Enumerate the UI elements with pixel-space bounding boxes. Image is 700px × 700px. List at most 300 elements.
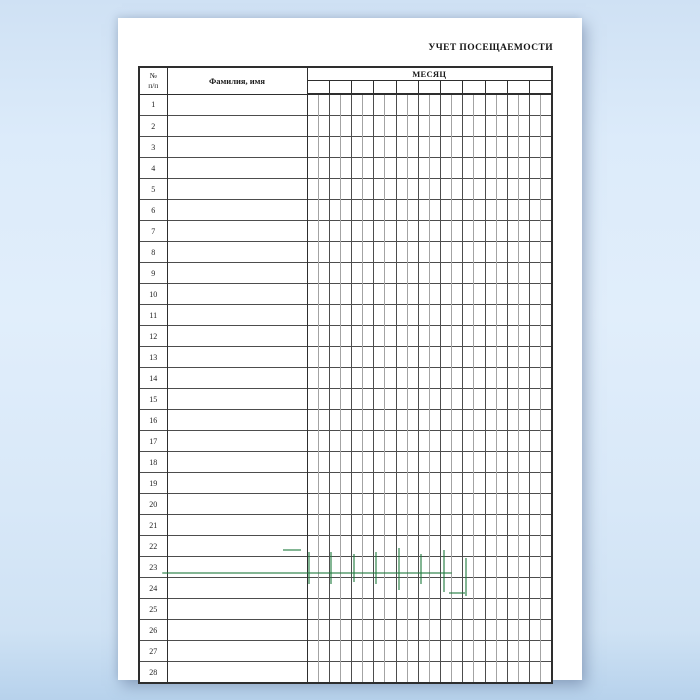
- day-cell: [507, 221, 518, 242]
- day-cell: [318, 137, 329, 158]
- day-cell: [307, 494, 318, 515]
- day-cell: [340, 410, 351, 431]
- day-cell: [329, 200, 340, 221]
- day-cell: [452, 347, 463, 368]
- day-cell: [307, 620, 318, 641]
- day-cell: [385, 536, 396, 557]
- day-cell: [418, 368, 429, 389]
- day-cell: [441, 578, 452, 599]
- day-cell: [307, 116, 318, 137]
- day-cell: [329, 347, 340, 368]
- day-cell: [485, 221, 496, 242]
- day-cell: [496, 662, 507, 684]
- day-cell: [396, 221, 407, 242]
- day-cell: [507, 137, 518, 158]
- day-cell: [429, 599, 440, 620]
- day-cell: [485, 368, 496, 389]
- day-cell: [496, 431, 507, 452]
- day-cell: [429, 473, 440, 494]
- day-cell: [396, 200, 407, 221]
- day-cell: [441, 620, 452, 641]
- day-cell: [441, 326, 452, 347]
- day-cell: [407, 389, 418, 410]
- day-cell: [329, 305, 340, 326]
- day-cell: [485, 662, 496, 684]
- day-cell: [541, 452, 552, 473]
- day-cell: [318, 578, 329, 599]
- table-row: [139, 347, 552, 368]
- day-cell: [507, 200, 518, 221]
- day-cell: [318, 200, 329, 221]
- day-cell: [418, 494, 429, 515]
- day-cell: [485, 431, 496, 452]
- day-cell: [530, 389, 541, 410]
- day-cell: [485, 326, 496, 347]
- day-cell: [485, 347, 496, 368]
- day-cell: [340, 347, 351, 368]
- day-cell: [385, 515, 396, 536]
- day-cell: [541, 94, 552, 116]
- day-cell: [318, 641, 329, 662]
- day-cell: [518, 557, 529, 578]
- day-cell: [363, 431, 374, 452]
- month-column-header: МЕСЯЦ: [307, 67, 552, 81]
- table-row: [139, 137, 552, 158]
- day-cell: [463, 473, 474, 494]
- name-cell: [167, 536, 307, 557]
- day-cell: [329, 473, 340, 494]
- day-cell: [374, 305, 385, 326]
- day-cell: [441, 305, 452, 326]
- day-cell: [441, 137, 452, 158]
- day-cell: [518, 641, 529, 662]
- day-cell: [474, 620, 485, 641]
- row-number: 17: [139, 431, 167, 452]
- day-cell: [329, 536, 340, 557]
- day-cell: [374, 452, 385, 473]
- day-cell: [396, 515, 407, 536]
- day-cell: [530, 116, 541, 137]
- day-cell: [518, 410, 529, 431]
- row-number: 25: [139, 599, 167, 620]
- day-cell: [318, 662, 329, 684]
- day-cell: [340, 620, 351, 641]
- day-cell: [307, 326, 318, 347]
- day-cell: [429, 137, 440, 158]
- name-cell: [167, 94, 307, 116]
- table-row: [139, 473, 552, 494]
- day-cell: [441, 662, 452, 684]
- day-cell: [396, 158, 407, 179]
- day-cell: [474, 599, 485, 620]
- day-cell: [418, 305, 429, 326]
- day-cell: [396, 94, 407, 116]
- row-number: 26: [139, 620, 167, 641]
- day-cell: [329, 515, 340, 536]
- day-cell: [363, 347, 374, 368]
- day-cell: [441, 200, 452, 221]
- day-cell: [407, 221, 418, 242]
- day-cell: [518, 368, 529, 389]
- day-cell: [352, 515, 363, 536]
- day-cell: [318, 284, 329, 305]
- day-cell: [496, 389, 507, 410]
- day-cell: [452, 94, 463, 116]
- day-cell: [474, 641, 485, 662]
- day-cell: [463, 599, 474, 620]
- day-cell: [496, 305, 507, 326]
- day-cell: [307, 557, 318, 578]
- day-cell: [352, 452, 363, 473]
- day-cell: [418, 410, 429, 431]
- day-cell: [474, 578, 485, 599]
- table-row: [139, 158, 552, 179]
- day-cell: [441, 347, 452, 368]
- day-cell: [463, 410, 474, 431]
- day-cell: [463, 389, 474, 410]
- day-cell: [541, 284, 552, 305]
- day-cell: [452, 620, 463, 641]
- day-cell: [374, 473, 385, 494]
- table-row: [139, 326, 552, 347]
- day-cell: [441, 599, 452, 620]
- day-cell: [352, 94, 363, 116]
- day-cell: [530, 536, 541, 557]
- day-cell: [318, 368, 329, 389]
- day-cell: [507, 368, 518, 389]
- day-cell: [340, 452, 351, 473]
- day-cell: [352, 200, 363, 221]
- day-cell: [429, 368, 440, 389]
- day-cell: [374, 242, 385, 263]
- day-cell: [530, 158, 541, 179]
- name-cell: [167, 179, 307, 200]
- day-cell: [485, 515, 496, 536]
- day-cell: [385, 116, 396, 137]
- day-cell: [418, 557, 429, 578]
- name-cell: [167, 557, 307, 578]
- table-row: [139, 284, 552, 305]
- day-cell: [396, 662, 407, 684]
- day-cell: [463, 158, 474, 179]
- day-cell: [329, 662, 340, 684]
- day-cell: [363, 452, 374, 473]
- table-row: [139, 662, 552, 684]
- row-number: 13: [139, 347, 167, 368]
- day-cell: [541, 347, 552, 368]
- day-cell: [318, 263, 329, 284]
- day-cell: [541, 368, 552, 389]
- day-cell: [518, 578, 529, 599]
- day-cell: [485, 284, 496, 305]
- day-cell: [352, 599, 363, 620]
- name-cell: [167, 368, 307, 389]
- day-cell: [363, 94, 374, 116]
- day-cell: [463, 137, 474, 158]
- day-cell: [374, 557, 385, 578]
- day-cell: [396, 347, 407, 368]
- day-cell: [307, 515, 318, 536]
- day-cell: [418, 137, 429, 158]
- day-cell: [485, 620, 496, 641]
- row-number: 4: [139, 158, 167, 179]
- table-row: [139, 179, 552, 200]
- day-cell: [496, 137, 507, 158]
- day-cell: [407, 536, 418, 557]
- day-cell: [418, 452, 429, 473]
- day-cell: [385, 557, 396, 578]
- day-cell: [374, 641, 385, 662]
- day-cell: [507, 94, 518, 116]
- day-cell: [541, 578, 552, 599]
- name-cell: [167, 410, 307, 431]
- day-cell: [452, 473, 463, 494]
- day-cell: [318, 515, 329, 536]
- name-cell: [167, 326, 307, 347]
- day-cell: [396, 137, 407, 158]
- table-row: [139, 557, 552, 578]
- day-cell: [507, 599, 518, 620]
- day-cell: [396, 494, 407, 515]
- table-row: [139, 578, 552, 599]
- day-cell: [363, 368, 374, 389]
- day-cell: [429, 158, 440, 179]
- day-cell: [463, 347, 474, 368]
- day-cell: [352, 473, 363, 494]
- day-cell: [429, 410, 440, 431]
- day-cell: [385, 368, 396, 389]
- day-cell: [363, 557, 374, 578]
- day-cell: [485, 94, 496, 116]
- day-cell: [441, 284, 452, 305]
- day-cell: [385, 94, 396, 116]
- name-cell: [167, 641, 307, 662]
- day-cell: [418, 158, 429, 179]
- day-cell: [474, 473, 485, 494]
- day-cell: [429, 94, 440, 116]
- day-cell: [507, 410, 518, 431]
- day-cell: [474, 389, 485, 410]
- day-cell: [340, 641, 351, 662]
- day-cell: [441, 557, 452, 578]
- day-cell: [385, 452, 396, 473]
- day-cell: [374, 263, 385, 284]
- day-cell: [407, 137, 418, 158]
- day-cell: [418, 347, 429, 368]
- day-cell: [418, 431, 429, 452]
- row-number: 15: [139, 389, 167, 410]
- day-cell: [407, 347, 418, 368]
- day-cell: [452, 284, 463, 305]
- day-cell: [452, 410, 463, 431]
- day-cell: [507, 305, 518, 326]
- day-cell: [396, 431, 407, 452]
- day-cell: [374, 158, 385, 179]
- day-cell: [541, 200, 552, 221]
- day-cell: [307, 94, 318, 116]
- day-cell: [485, 641, 496, 662]
- day-cell: [452, 179, 463, 200]
- row-number: 23: [139, 557, 167, 578]
- day-cell: [541, 389, 552, 410]
- day-cell: [496, 452, 507, 473]
- day-cell: [385, 305, 396, 326]
- day-header-cell: [507, 81, 529, 95]
- row-number: 19: [139, 473, 167, 494]
- day-cell: [396, 599, 407, 620]
- day-cell: [407, 284, 418, 305]
- table-row: [139, 389, 552, 410]
- day-cell: [352, 662, 363, 684]
- day-cell: [363, 410, 374, 431]
- day-cell: [530, 284, 541, 305]
- day-cell: [530, 641, 541, 662]
- day-cell: [507, 536, 518, 557]
- day-cell: [441, 515, 452, 536]
- name-cell: [167, 473, 307, 494]
- header-row-main: [139, 67, 552, 81]
- day-cell: [352, 641, 363, 662]
- row-number: 24: [139, 578, 167, 599]
- day-cell: [518, 536, 529, 557]
- day-cell: [452, 158, 463, 179]
- day-cell: [429, 557, 440, 578]
- day-cell: [530, 620, 541, 641]
- day-cell: [518, 473, 529, 494]
- day-cell: [352, 326, 363, 347]
- day-cell: [474, 137, 485, 158]
- day-cell: [374, 326, 385, 347]
- day-cell: [318, 473, 329, 494]
- day-cell: [352, 557, 363, 578]
- name-cell: [167, 620, 307, 641]
- day-cell: [530, 662, 541, 684]
- day-cell: [541, 620, 552, 641]
- day-cell: [307, 641, 318, 662]
- row-number: 12: [139, 326, 167, 347]
- table-row: [139, 200, 552, 221]
- day-cell: [496, 620, 507, 641]
- day-cell: [307, 599, 318, 620]
- row-number: 5: [139, 179, 167, 200]
- day-cell: [541, 263, 552, 284]
- day-cell: [485, 557, 496, 578]
- day-cell: [307, 305, 318, 326]
- day-cell: [452, 599, 463, 620]
- table-row: [139, 494, 552, 515]
- row-number: 27: [139, 641, 167, 662]
- day-cell: [541, 158, 552, 179]
- day-cell: [407, 305, 418, 326]
- day-cell: [474, 452, 485, 473]
- day-cell: [452, 536, 463, 557]
- day-cell: [407, 242, 418, 263]
- day-cell: [363, 599, 374, 620]
- day-cell: [429, 662, 440, 684]
- day-cell: [340, 578, 351, 599]
- day-cell: [463, 116, 474, 137]
- day-cell: [407, 452, 418, 473]
- day-cell: [507, 641, 518, 662]
- day-cell: [418, 284, 429, 305]
- table-header: [139, 67, 552, 94]
- day-cell: [329, 326, 340, 347]
- day-cell: [518, 116, 529, 137]
- day-cell: [474, 94, 485, 116]
- name-cell: [167, 221, 307, 242]
- name-cell: [167, 263, 307, 284]
- day-cell: [463, 221, 474, 242]
- day-cell: [318, 557, 329, 578]
- day-cell: [541, 431, 552, 452]
- day-cell: [385, 242, 396, 263]
- day-cell: [352, 137, 363, 158]
- day-cell: [507, 158, 518, 179]
- day-cell: [474, 221, 485, 242]
- day-cell: [418, 94, 429, 116]
- day-cell: [363, 494, 374, 515]
- day-cell: [418, 179, 429, 200]
- day-cell: [518, 347, 529, 368]
- day-cell: [307, 179, 318, 200]
- day-cell: [418, 263, 429, 284]
- day-cell: [396, 284, 407, 305]
- day-cell: [352, 221, 363, 242]
- day-header-cell: [418, 81, 440, 95]
- day-cell: [507, 557, 518, 578]
- day-header-cell: [530, 81, 553, 95]
- day-cell: [518, 263, 529, 284]
- day-cell: [441, 179, 452, 200]
- day-cell: [518, 662, 529, 684]
- day-cell: [429, 200, 440, 221]
- day-cell: [374, 179, 385, 200]
- day-cell: [340, 368, 351, 389]
- day-cell: [340, 116, 351, 137]
- day-cell: [463, 515, 474, 536]
- day-cell: [340, 284, 351, 305]
- day-cell: [474, 200, 485, 221]
- day-cell: [474, 263, 485, 284]
- day-cell: [374, 368, 385, 389]
- day-cell: [385, 641, 396, 662]
- day-cell: [329, 179, 340, 200]
- table-row: [139, 431, 552, 452]
- day-cell: [452, 116, 463, 137]
- day-cell: [418, 599, 429, 620]
- day-cell: [507, 620, 518, 641]
- day-cell: [318, 536, 329, 557]
- day-cell: [352, 305, 363, 326]
- day-cell: [429, 347, 440, 368]
- day-cell: [441, 410, 452, 431]
- day-cell: [463, 662, 474, 684]
- name-cell: [167, 242, 307, 263]
- day-cell: [441, 452, 452, 473]
- number-header-line1: №: [149, 71, 157, 80]
- day-cell: [307, 137, 318, 158]
- day-cell: [407, 599, 418, 620]
- day-cell: [307, 389, 318, 410]
- table-row: [139, 599, 552, 620]
- day-header-cell: [352, 81, 374, 95]
- day-cell: [352, 347, 363, 368]
- row-number: 3: [139, 137, 167, 158]
- day-cell: [463, 578, 474, 599]
- row-number: 18: [139, 452, 167, 473]
- day-cell: [396, 473, 407, 494]
- day-cell: [374, 200, 385, 221]
